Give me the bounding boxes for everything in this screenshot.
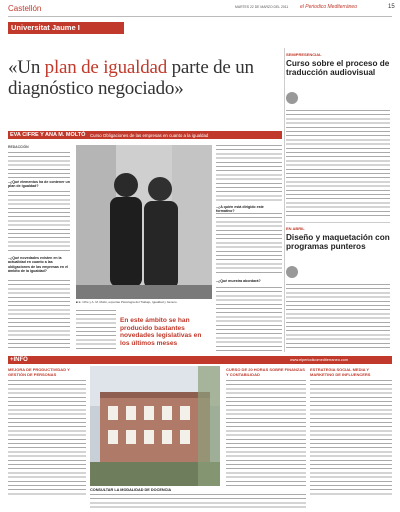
section-rule [286, 222, 390, 223]
page-number: 15 [388, 4, 395, 10]
headline-post: parte de un diagnóstico negociado» [8, 57, 254, 99]
question-3: –¿A quién está dirigido este formativo? [216, 205, 264, 214]
pull-quote: En este ámbito se han producido bastantes novedades legislativas en los últimos meses [120, 317, 202, 347]
text-block [8, 380, 86, 496]
article-photo [76, 145, 212, 299]
question-1: –¿Qué elementos ha de contener un plan de igualdad? [8, 180, 70, 189]
byline-subtitle: Curso Obligaciones de las empresas en cuanto a la igualdad [90, 132, 209, 138]
headline-accent: plan de igualdad [44, 57, 168, 78]
author-avatar [286, 92, 298, 104]
header-rule [8, 16, 392, 17]
byline-authors: EVA CIFRE Y ANA M. MOLTÓ [10, 132, 86, 138]
headline [8, 57, 278, 99]
building-caption: CONSULTAR LA MODALIDAD DE DOCENCIA [90, 488, 172, 492]
text-block [216, 213, 282, 275]
info-box-3-title: ESTRATEGIA SOCIAL MEDIA Y MARKETING DE INFLUENCERS [310, 367, 371, 377]
text-block [216, 287, 282, 351]
text-block [8, 280, 70, 350]
building-photo [90, 366, 220, 486]
info-box-1-title: MEJORA DE PRODUCTIVIDAD Y GESTIÓN DE PERSONAS [8, 367, 70, 377]
newspaper-name: el Periodico Mediterráneo [300, 4, 357, 10]
text-block [8, 191, 70, 253]
photo-caption: ■ E. Cifre y A. M. Moltó, expertas Psicología del Trabajo, Igualdad y Género. [76, 300, 178, 304]
right-title-2: Diseño y maquetación con programas punteros [286, 233, 390, 251]
column-divider [284, 48, 285, 352]
text-block [216, 145, 282, 201]
author-avatar [286, 266, 298, 278]
info-box-2-title: CURSO DE 20 HORAS SOBRE FINANZAS Y CONTABILIDAD [226, 367, 305, 377]
text-block [286, 284, 390, 350]
question-2: –¿Qué novedades existen en la actualidad en cuanto a las obligaciones de las empresas en el ámbito de la igualdad? [8, 256, 69, 274]
text-block [286, 110, 390, 218]
section-band: Universitat Jaume I [8, 22, 124, 34]
info-url[interactable]: www.elperiodicomediterraneo.com [290, 357, 349, 362]
building-icon [90, 366, 220, 486]
text-block [76, 310, 116, 352]
right-section-2: EN ABRIL [286, 226, 305, 231]
headline-pre: «Un [8, 57, 45, 78]
info-label: +INFO [10, 357, 28, 363]
text-block [90, 494, 306, 508]
photo-people-icon [76, 145, 212, 299]
text-block [8, 152, 70, 178]
section-name: Castellón [8, 4, 42, 13]
text-block [226, 380, 306, 488]
question-4: –¿Qué muestra abordará? [216, 279, 261, 283]
right-title-1: Curso sobre el proceso de traducción audiovisual [286, 59, 390, 77]
text-block [310, 380, 392, 496]
article-credit: REDACCIÓN [8, 145, 29, 149]
issue-date: MARTES 22 DE MARZO DEL 2011 [235, 5, 289, 9]
right-section-1: SEMIPRESENCIAL [286, 52, 322, 57]
